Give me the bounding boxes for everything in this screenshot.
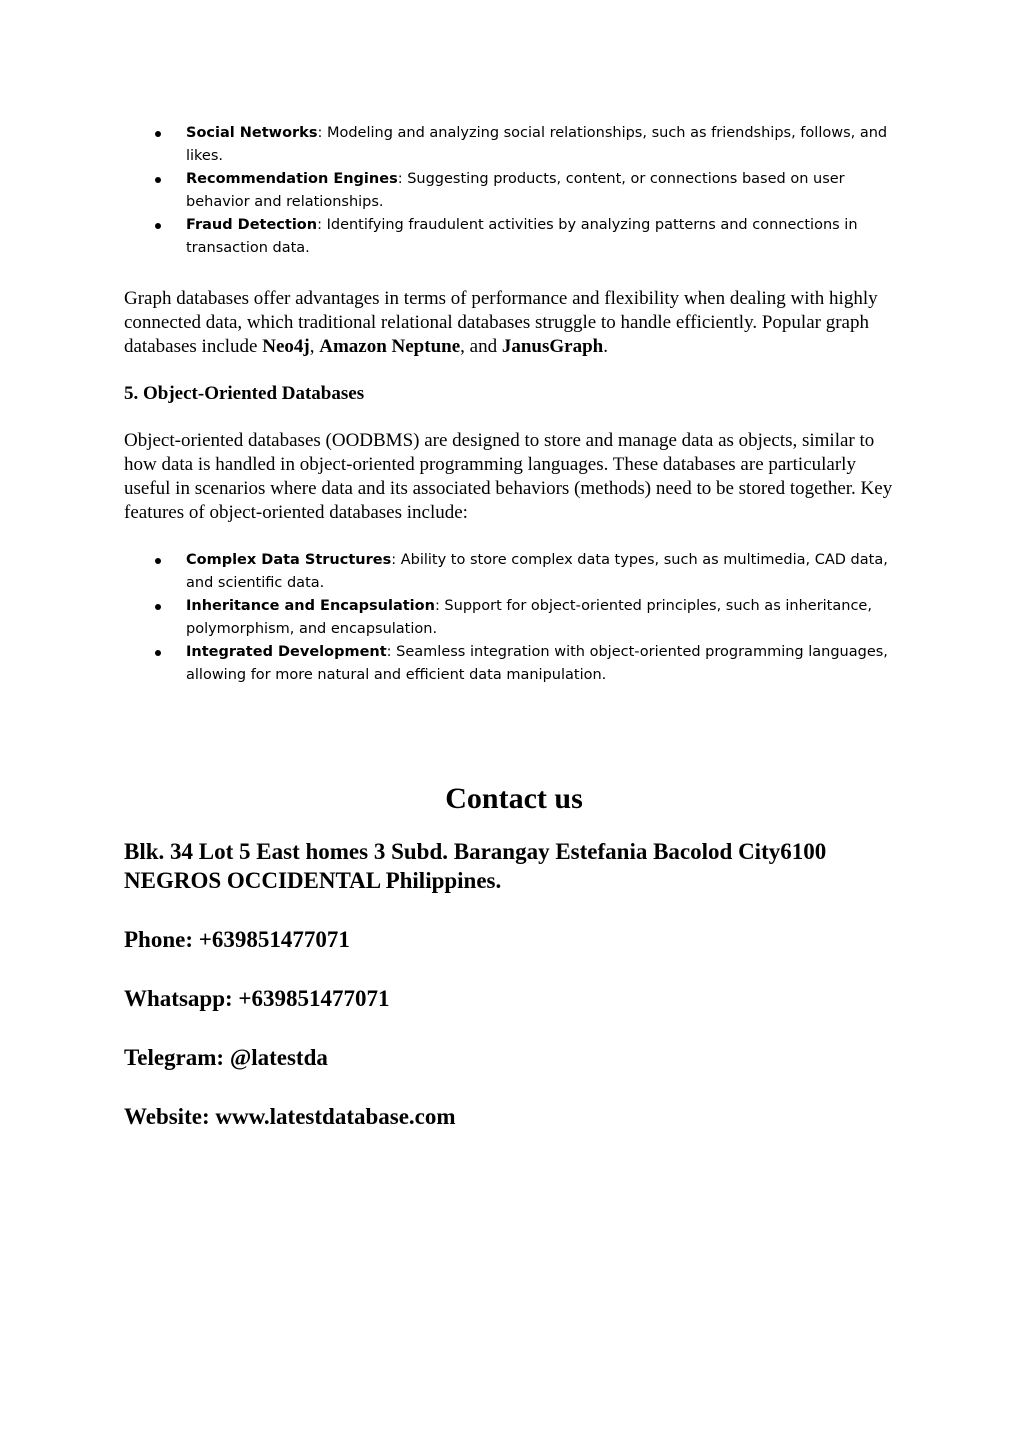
- separator-text: ,: [309, 336, 320, 357]
- list-item-term: Complex Data Structures: [186, 552, 392, 568]
- list-item: [124, 595, 904, 641]
- list-item: [124, 168, 904, 214]
- list-item-term: Inheritance and Encapsulation: [186, 598, 435, 614]
- list-item-desc: : Ability to store complex data types, such as multimedia, CAD data, and scientific data.: [186, 552, 888, 591]
- paragraph-text: Graph databases offer advantages in terms of performance and flexibility when dealing with highly connected data, which traditional relational databases struggle to handle efficiently. Popular graph databases include: [124, 288, 878, 357]
- list-item-term: Recommendation Engines: [186, 171, 398, 187]
- bullet-icon: [155, 650, 161, 656]
- list-item: [124, 214, 904, 260]
- list-item-desc: : Modeling and analyzing social relationships, such as friendships, follows, and likes.: [186, 125, 888, 164]
- contact-whatsapp: Whatsapp: +639851477071: [124, 986, 390, 1011]
- list-item: [124, 641, 904, 687]
- separator-text: , and: [460, 336, 502, 357]
- list-item-desc: : Identifying fraudulent activities by analyzing patterns and connections in transaction data.: [186, 217, 858, 256]
- bullet-icon: [155, 223, 161, 229]
- list-item: [124, 549, 904, 595]
- list-item-desc: : Support for object-oriented principles, such as inheritance, polymorphism, and encapsulation.: [186, 598, 872, 637]
- oodb-features-list: [124, 549, 904, 687]
- list-item-desc: : Suggesting products, content, or connections based on user behavior and relationships.: [186, 171, 845, 210]
- list-item-desc: : Seamless integration with object-oriented programming languages, allowing for more natural and efficient data manipulation.: [186, 644, 888, 683]
- list-item-term: Fraud Detection: [186, 217, 318, 233]
- contact-title: Contact us: [445, 782, 583, 815]
- list-item: [124, 122, 904, 168]
- oodb-paragraph: Object-oriented databases (OODBMS) are designed to store and manage data as objects, similar to how data is handled in object-oriented programming languages. These databases are particularly useful in scenarios where data and its associated behaviors (methods) need to be stored together. Key features of object-oriented databases include:: [124, 430, 893, 523]
- section-heading: 5. Object-Oriented Databases: [124, 383, 365, 404]
- list-item-term: Social Networks: [186, 125, 318, 141]
- graph-use-cases-list: [124, 122, 904, 260]
- bullet-icon: [155, 604, 161, 610]
- separator-text: .: [603, 336, 608, 357]
- document-page: [124, 122, 904, 1131]
- graph-databases-paragraph: [124, 287, 904, 359]
- janusgraph-term: JanusGraph: [501, 336, 604, 357]
- contact-website: Website: www.latestdatabase.com: [124, 1104, 456, 1129]
- amazon-neptune-term: Amazon Neptune: [319, 336, 461, 357]
- list-item-term: Integrated Development: [186, 644, 387, 660]
- contact-phone: Phone: +639851477071: [124, 927, 350, 952]
- contact-telegram: Telegram: @latestda: [124, 1045, 328, 1070]
- bullet-icon: [155, 177, 161, 183]
- contact-address: Blk. 34 Lot 5 East homes 3 Subd. Barangay Estefania Bacolod City6100 NEGROS OCCIDENTAL Philippines.: [124, 839, 827, 893]
- bullet-icon: [155, 558, 161, 564]
- neo4j-term: Neo4j: [262, 336, 310, 357]
- bullet-icon: [155, 131, 161, 137]
